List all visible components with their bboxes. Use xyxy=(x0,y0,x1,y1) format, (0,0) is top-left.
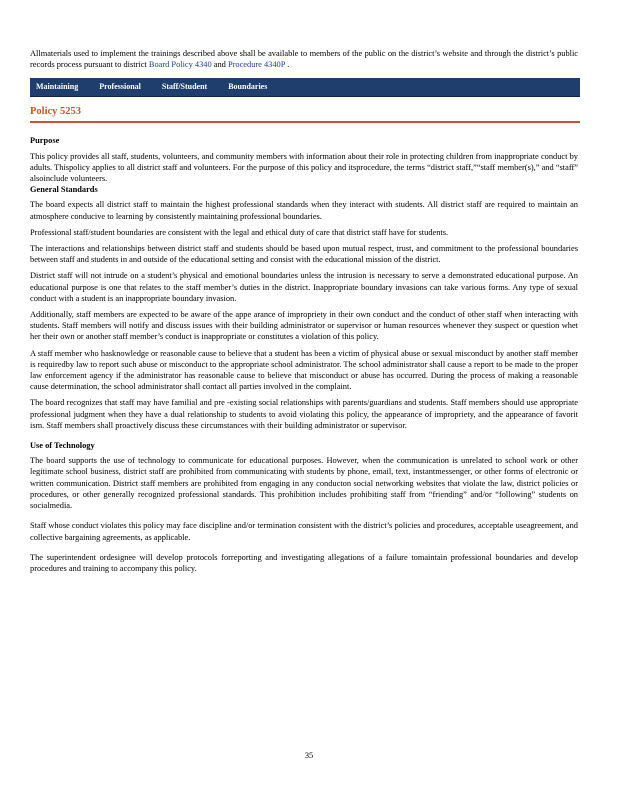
technology-paragraph-2: Staff whose conduct violates this policy may face discipline and/or termination consistent with the district’s policies and procedures, acceptable useagreement, and collective bargaining agreements, as applicable. xyxy=(30,521,578,542)
technology-heading: Use of Technology xyxy=(30,441,95,451)
general-standards-heading: General Standards xyxy=(30,185,98,195)
intro-connector: and xyxy=(211,60,228,70)
page-number: 35 xyxy=(304,751,314,760)
technology-paragraph-3: The superintendent ordesignee will develop protocols forreporting and investigating allegations of a failure tomaintain professional boundaries and develop procedures and training to accompany this policy. xyxy=(30,552,578,573)
banner-word-staff-student: Staff/Student xyxy=(161,82,208,92)
banner-word-boundaries: Boundaries xyxy=(228,82,268,92)
general-paragraph-1: The board expects all district staff to maintain the highest professional standards when they interact with students. All district staff are required to maintain an atmosphere conducive to learning by consistently maintaining professional boundaries. xyxy=(30,200,578,221)
general-paragraph-5: Additionally, staff members are expected to be aware of the appe arance of impropriety in their own conduct and the conduct of other staff when interacting with students. Staff members will notify and discuss issues with their building administrator or supervisor or human resources whenever they suspect or question whet her their own or another staff member’s conduct is inappropriate or constitutes a violation of this policy. xyxy=(30,310,578,342)
technology-paragraph-1: The board supports the use of technology to communicate for educational purposes. However, when the communication is unrelated to school work or other legitimate school business, district staff are prohibited from communicating with students by phone, email, text, instantmessenger, or other forms of electronic or written communication. District staff members are prohibited from engaging in any conducton social networking websites that violate the law, district policies or procedures, or other generally recognized professional standards. This prohibition includes prohibiting staff from “friending” and/or “following” students on socialmedia. xyxy=(30,456,578,511)
policy-heading: Policy 5253 xyxy=(30,106,82,118)
board-policy-4340-link[interactable]: Board Policy 4340 xyxy=(148,60,212,70)
intro-end: . xyxy=(285,60,290,70)
section-banner xyxy=(30,78,580,97)
banner-word-maintaining: Maintaining xyxy=(36,82,79,92)
general-paragraph-7: The board recognizes that staff may have familial and pre -existing social relationships with parents/guardians and students. Staff members should use appropriate professional judgment when they have a dual relationship to students to avoid violating this policy, the appearance of impropriety, and the appearance of favorit ism. Staff members shall proactively discuss these circumstances with their building administrator or supervisor. xyxy=(30,398,578,430)
banner-word-professional: Professional xyxy=(99,82,141,92)
general-paragraph-4: District staff will not intrude on a student’s physical and emotional boundaries unless the intrusion is necessary to serve a demonstrated educational purpose. An educational purpose is one that relates to the staff member’s duties in the district. Inappropriate boundary invasions can take various forms. Any type of sexual conduct with a student is an inappropriate boundary invasion. xyxy=(30,271,578,303)
intro-text: Allmaterials used to implement the trainings described above shall be available to members of the public on the district’s website and through the district’s public records process pursuant to district xyxy=(30,49,578,70)
purpose-heading: Purpose xyxy=(30,136,60,146)
section-banner-title xyxy=(36,82,286,91)
general-paragraph-6: A staff member who hasknowledge or reasonable cause to believe that a student has been a victim of physical abuse or sexual misconduct by another staff member is requiredby law to report such abuse or misconduct to the appropriate school administrator. The school administrator shall cause a report to be made to the proper law enforcement agency if the administrator has reasonable cause to believe that misconduct or abuse has occurred. During the process of making a reasonable cause determination, the school administrator shall contact all parties involved in the complaint. xyxy=(30,348,578,392)
intro-paragraph xyxy=(30,48,578,70)
page-content xyxy=(30,48,578,574)
policy-heading-rule xyxy=(30,121,580,123)
general-paragraph-2: Professional staff/student boundaries are consistent with the legal and ethical duty of care that district staff have for students. xyxy=(30,227,449,237)
general-paragraph-3: The interactions and relationships between district staff and students should be based upon mutual respect, trust, and commitment to the professional boundaries between staff and students in and outside of the educational setting and consist with the educational mission of the district. xyxy=(30,244,578,265)
procedure-4340p-link[interactable]: Procedure 4340P xyxy=(227,60,286,70)
purpose-paragraph: This policy provides all staff, students, volunteers, and community members with information about their role in protecting children from inappropriate conduct by adults. Thispolicy applies to all district staff and volunteers. For the purpose of this policy and itsprocedure, the terms “district staff,”“staff member(s),” and “staff” alsoinclude volunteers. xyxy=(30,151,578,184)
